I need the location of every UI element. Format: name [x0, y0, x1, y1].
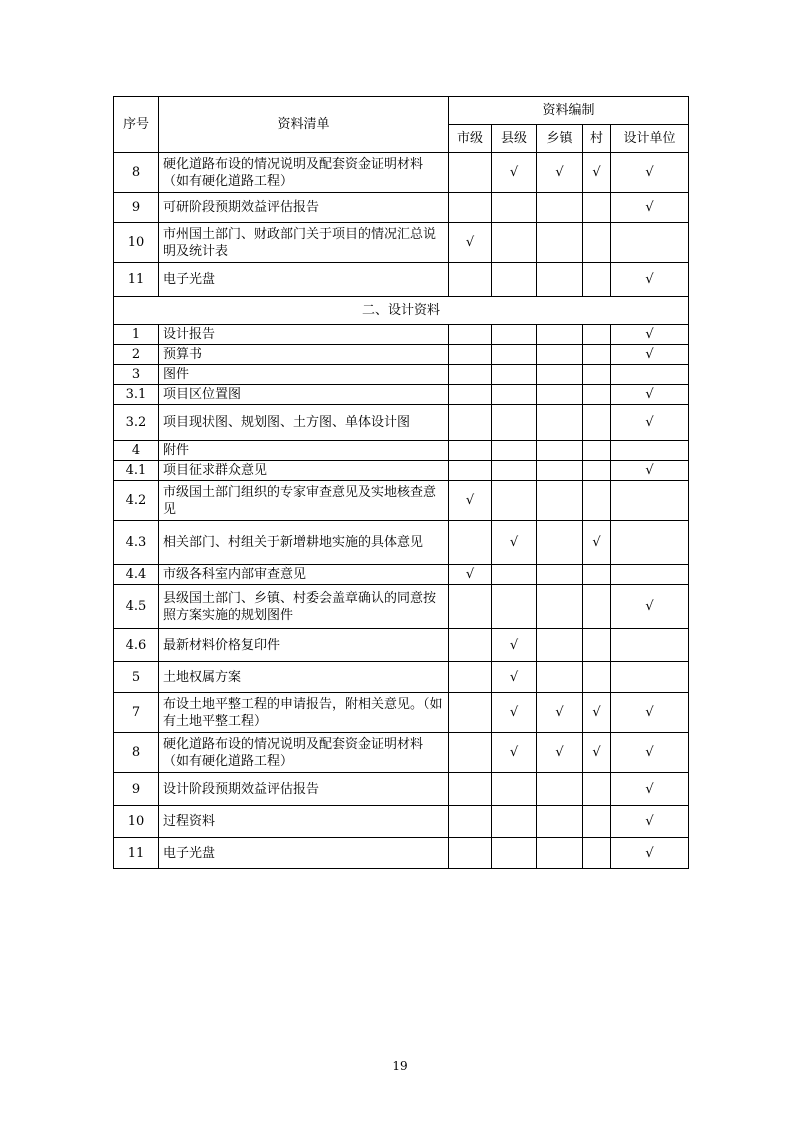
- check-cell: [449, 481, 492, 521]
- check-cell: [449, 263, 492, 297]
- check-cell: [492, 629, 537, 662]
- check-cell: [611, 585, 689, 629]
- check-cell: [611, 461, 689, 481]
- check-cell: [583, 223, 611, 263]
- check-cell: [583, 193, 611, 223]
- check-mark-icon: √: [645, 781, 654, 797]
- check-cell: [449, 733, 492, 773]
- check-cell: [611, 693, 689, 733]
- page-number: 19: [392, 1059, 408, 1073]
- check-cell: [537, 385, 583, 405]
- row-item: 相关部门、村组关于新增耕地实施的具体意见: [159, 521, 449, 565]
- check-cell: [449, 193, 492, 223]
- check-cell: [583, 325, 611, 345]
- check-cell: [611, 153, 689, 193]
- section-title: 二、设计资料: [114, 297, 689, 325]
- check-mark-icon: √: [509, 669, 519, 685]
- check-cell: [492, 405, 537, 441]
- row-number: 8: [114, 153, 159, 193]
- table-row: [114, 629, 689, 662]
- check-mark-icon: √: [645, 200, 654, 215]
- row-item: 附件: [159, 441, 449, 461]
- check-cell: [611, 521, 689, 565]
- check-cell: [583, 629, 611, 662]
- check-cell: [449, 365, 492, 385]
- table-row: [114, 193, 689, 223]
- check-cell: [449, 773, 492, 806]
- check-cell: [611, 481, 689, 521]
- row-item: 硬化道路布设的情况说明及配套资金证明材料（如有硬化道路工程）: [159, 153, 449, 193]
- check-cell: [492, 263, 537, 297]
- row-item: 市级国土部门组织的专家审查意见及实地核查意见: [159, 481, 449, 521]
- row-number: 4.5: [114, 585, 159, 629]
- check-cell: [583, 806, 611, 838]
- check-cell: [611, 838, 689, 869]
- check-cell: [492, 585, 537, 629]
- check-cell: [611, 662, 689, 693]
- row-item: 电子光盘: [159, 838, 449, 869]
- check-cell: [537, 441, 583, 461]
- check-mark-icon: √: [645, 415, 654, 430]
- check-cell: [537, 693, 583, 733]
- check-cell: [537, 481, 583, 521]
- table-row: [114, 365, 689, 385]
- row-number: 4: [114, 441, 159, 461]
- check-mark-icon: √: [465, 235, 475, 250]
- section-row: [114, 297, 689, 325]
- check-cell: [492, 365, 537, 385]
- row-number: 4.3: [114, 521, 159, 565]
- check-cell: [492, 662, 537, 693]
- row-number: 11: [114, 838, 159, 869]
- check-cell: [611, 565, 689, 585]
- check-mark-icon: √: [509, 165, 519, 180]
- check-cell: [492, 565, 537, 585]
- check-cell: [449, 441, 492, 461]
- table-row: [114, 153, 689, 193]
- row-item: 预算书: [159, 345, 449, 365]
- check-cell: [492, 385, 537, 405]
- header-village: 村: [583, 125, 611, 153]
- check-cell: [611, 345, 689, 365]
- check-cell: [492, 325, 537, 345]
- check-cell: [611, 773, 689, 806]
- check-mark-icon: √: [509, 637, 519, 653]
- row-item: 图件: [159, 365, 449, 385]
- check-cell: [537, 153, 583, 193]
- row-item: 项目现状图、规划图、土方图、单体设计图: [159, 405, 449, 441]
- check-cell: [611, 193, 689, 223]
- check-cell: [492, 193, 537, 223]
- check-cell: [492, 461, 537, 481]
- check-cell: [583, 733, 611, 773]
- check-cell: [537, 263, 583, 297]
- check-mark-icon: √: [592, 745, 601, 760]
- row-number: 3: [114, 365, 159, 385]
- row-item: 项目征求群众意见: [159, 461, 449, 481]
- row-item: 最新材料价格复印件: [159, 629, 449, 662]
- row-number: 1: [114, 325, 159, 345]
- check-cell: [492, 521, 537, 565]
- check-mark-icon: √: [465, 567, 475, 582]
- table-row: [114, 806, 689, 838]
- check-cell: [611, 806, 689, 838]
- check-cell: [449, 806, 492, 838]
- check-cell: [492, 345, 537, 365]
- check-cell: [449, 565, 492, 585]
- check-cell: [492, 153, 537, 193]
- check-mark-icon: √: [645, 387, 654, 402]
- table-row: [114, 662, 689, 693]
- row-item: 设计阶段预期效益评估报告: [159, 773, 449, 806]
- check-cell: [449, 385, 492, 405]
- row-number: 9: [114, 193, 159, 223]
- check-cell: [611, 365, 689, 385]
- check-cell: [583, 405, 611, 441]
- table-row: [114, 693, 689, 733]
- row-number: 5: [114, 662, 159, 693]
- check-mark-icon: √: [645, 745, 654, 760]
- check-cell: [611, 405, 689, 441]
- check-cell: [583, 521, 611, 565]
- check-mark-icon: √: [645, 272, 654, 287]
- header-city: 市级: [449, 125, 492, 153]
- check-cell: [449, 838, 492, 869]
- check-cell: [537, 565, 583, 585]
- check-cell: [492, 223, 537, 263]
- header-design-unit: 设计单位: [611, 125, 689, 153]
- table-row: [114, 733, 689, 773]
- check-cell: [449, 521, 492, 565]
- check-cell: [611, 441, 689, 461]
- check-cell: [449, 461, 492, 481]
- check-cell: [583, 365, 611, 385]
- check-cell: [537, 806, 583, 838]
- row-number: 11: [114, 263, 159, 297]
- header-seq: 序号: [114, 97, 159, 153]
- check-cell: [583, 441, 611, 461]
- row-item: 硬化道路布设的情况说明及配套资金证明材料（如有硬化道路工程）: [159, 733, 449, 773]
- row-item: 设计报告: [159, 325, 449, 345]
- check-cell: [537, 193, 583, 223]
- row-number: 2: [114, 345, 159, 365]
- check-mark-icon: √: [555, 165, 564, 180]
- check-cell: [449, 662, 492, 693]
- check-cell: [537, 521, 583, 565]
- row-item: 县级国土部门、乡镇、村委会盖章确认的同意按照方案实施的规划图件: [159, 585, 449, 629]
- check-cell: [537, 733, 583, 773]
- check-cell: [583, 153, 611, 193]
- check-cell: [611, 325, 689, 345]
- check-cell: [583, 461, 611, 481]
- table-row: [114, 521, 689, 565]
- check-cell: [449, 693, 492, 733]
- check-cell: [611, 263, 689, 297]
- header-list: 资料清单: [159, 97, 449, 153]
- row-number: 4.1: [114, 461, 159, 481]
- check-mark-icon: √: [509, 705, 519, 720]
- table-row: [114, 263, 689, 297]
- check-mark-icon: √: [645, 463, 654, 478]
- row-item: 市级各科室内部审查意见: [159, 565, 449, 585]
- check-mark-icon: √: [465, 493, 475, 508]
- check-mark-icon: √: [592, 535, 601, 550]
- check-mark-icon: √: [509, 535, 519, 550]
- check-mark-icon: √: [645, 599, 654, 614]
- check-mark-icon: √: [645, 347, 654, 362]
- table-row: [114, 441, 689, 461]
- check-cell: [583, 662, 611, 693]
- check-cell: [492, 773, 537, 806]
- row-item: 项目区位置图: [159, 385, 449, 405]
- row-item: 过程资料: [159, 806, 449, 838]
- header-town: 乡镇: [537, 125, 583, 153]
- check-cell: [492, 733, 537, 773]
- table-row: [114, 385, 689, 405]
- row-item: 布设土地平整工程的申请报告，附相关意见。（如有土地平整工程）: [159, 693, 449, 733]
- check-cell: [611, 223, 689, 263]
- check-mark-icon: √: [645, 814, 654, 829]
- check-cell: [537, 223, 583, 263]
- check-cell: [583, 773, 611, 806]
- header-prep: 资料编制: [449, 97, 689, 125]
- table-row: [114, 223, 689, 263]
- check-cell: [492, 693, 537, 733]
- table-row: [114, 461, 689, 481]
- check-cell: [449, 345, 492, 365]
- row-number: 8: [114, 733, 159, 773]
- check-cell: [583, 345, 611, 365]
- table-row: [114, 773, 689, 806]
- row-item: 可研阶段预期效益评估报告: [159, 193, 449, 223]
- check-cell: [492, 806, 537, 838]
- table-row: [114, 325, 689, 345]
- check-mark-icon: √: [592, 165, 601, 180]
- check-cell: [611, 385, 689, 405]
- check-cell: [537, 325, 583, 345]
- row-number: 4.6: [114, 629, 159, 662]
- check-cell: [537, 405, 583, 441]
- row-item: 市州国土部门、财政部门关于项目的情况汇总说明及统计表: [159, 223, 449, 263]
- check-cell: [537, 838, 583, 869]
- table-row: [114, 405, 689, 441]
- check-cell: [583, 585, 611, 629]
- row-number: 10: [114, 806, 159, 838]
- check-cell: [537, 629, 583, 662]
- table-row: [114, 345, 689, 365]
- check-cell: [449, 405, 492, 441]
- check-cell: [449, 153, 492, 193]
- row-item: 电子光盘: [159, 263, 449, 297]
- check-mark-icon: √: [592, 705, 601, 720]
- check-cell: [492, 838, 537, 869]
- check-cell: [611, 629, 689, 662]
- check-mark-icon: √: [645, 165, 654, 180]
- row-number: 3.1: [114, 385, 159, 405]
- check-mark-icon: √: [645, 705, 654, 720]
- row-number: 4.2: [114, 481, 159, 521]
- check-cell: [583, 565, 611, 585]
- check-mark-icon: √: [555, 705, 564, 720]
- row-number: 10: [114, 223, 159, 263]
- check-mark-icon: √: [645, 845, 654, 861]
- table-row: [114, 481, 689, 521]
- check-mark-icon: √: [509, 745, 519, 760]
- table-row: [114, 565, 689, 585]
- check-cell: [611, 733, 689, 773]
- table-row: [114, 585, 689, 629]
- check-cell: [583, 263, 611, 297]
- check-cell: [449, 325, 492, 345]
- header-county: 县级: [492, 125, 537, 153]
- check-cell: [492, 441, 537, 461]
- check-cell: [492, 481, 537, 521]
- check-cell: [583, 481, 611, 521]
- row-number: 4.4: [114, 565, 159, 585]
- check-cell: [583, 838, 611, 869]
- row-item: 土地权属方案: [159, 662, 449, 693]
- check-cell: [449, 585, 492, 629]
- check-cell: [537, 365, 583, 385]
- row-number: 9: [114, 773, 159, 806]
- check-cell: [583, 385, 611, 405]
- check-mark-icon: √: [645, 327, 654, 342]
- check-cell: [537, 662, 583, 693]
- check-cell: [537, 773, 583, 806]
- check-cell: [583, 693, 611, 733]
- table-row: [114, 838, 689, 869]
- check-cell: [537, 461, 583, 481]
- row-number: 7: [114, 693, 159, 733]
- check-cell: [449, 629, 492, 662]
- check-cell: [537, 585, 583, 629]
- check-cell: [449, 223, 492, 263]
- check-cell: [537, 345, 583, 365]
- materials-table: [113, 96, 689, 869]
- row-number: 3.2: [114, 405, 159, 441]
- check-mark-icon: √: [555, 745, 564, 760]
